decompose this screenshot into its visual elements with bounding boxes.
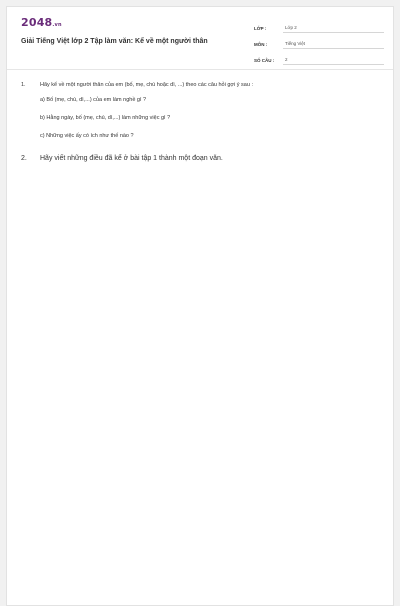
subquestion-b: b) Hằng ngày, bố (mẹ, chú, dì,...) làm những việc gì ? — [40, 115, 171, 121]
question-text: Hãy viết những điều đã kể ở bài tập 1 thành một đoạn văn. — [40, 155, 223, 162]
question-2 — [21, 154, 381, 164]
worksheet-meta — [254, 17, 384, 65]
meta-row-question-count — [254, 49, 384, 65]
meta-value: 2 — [283, 56, 384, 65]
subquestion-a: a) Bố (mẹ, chú, dì,...) của em làm nghề gì ? — [40, 97, 147, 103]
subquestion-c: c) Những việc ấy có ích như thế nào ? — [40, 133, 134, 139]
meta-label: MÔN : — [254, 42, 268, 47]
question-number: 1. — [21, 82, 26, 88]
meta-value: Tiếng Việt — [283, 40, 384, 49]
worksheet-page — [6, 6, 394, 606]
logo-text: 2048 — [21, 16, 53, 29]
meta-label: LỚP : — [254, 26, 267, 31]
site-logo[interactable] — [21, 17, 62, 31]
question-text: Hãy kể về một người thân của em (bố, mẹ, chú hoặc dì, ...) theo các câu hỏi gợi ý sau : — [40, 82, 253, 88]
meta-value: Lớp 2 — [283, 24, 384, 33]
worksheet-header — [7, 7, 393, 70]
meta-row-class — [254, 17, 384, 33]
worksheet-content — [21, 81, 381, 164]
meta-label: SỐ CÂU : — [254, 58, 275, 63]
question-number: 2. — [21, 155, 27, 162]
meta-row-subject — [254, 33, 384, 49]
logo-tld: .vn — [52, 22, 62, 28]
page-title: Giải Tiếng Việt lớp 2 Tập làm văn: Kể về một người thân — [21, 38, 208, 45]
question-1 — [21, 81, 381, 89]
question-1-subquestions — [40, 96, 381, 140]
